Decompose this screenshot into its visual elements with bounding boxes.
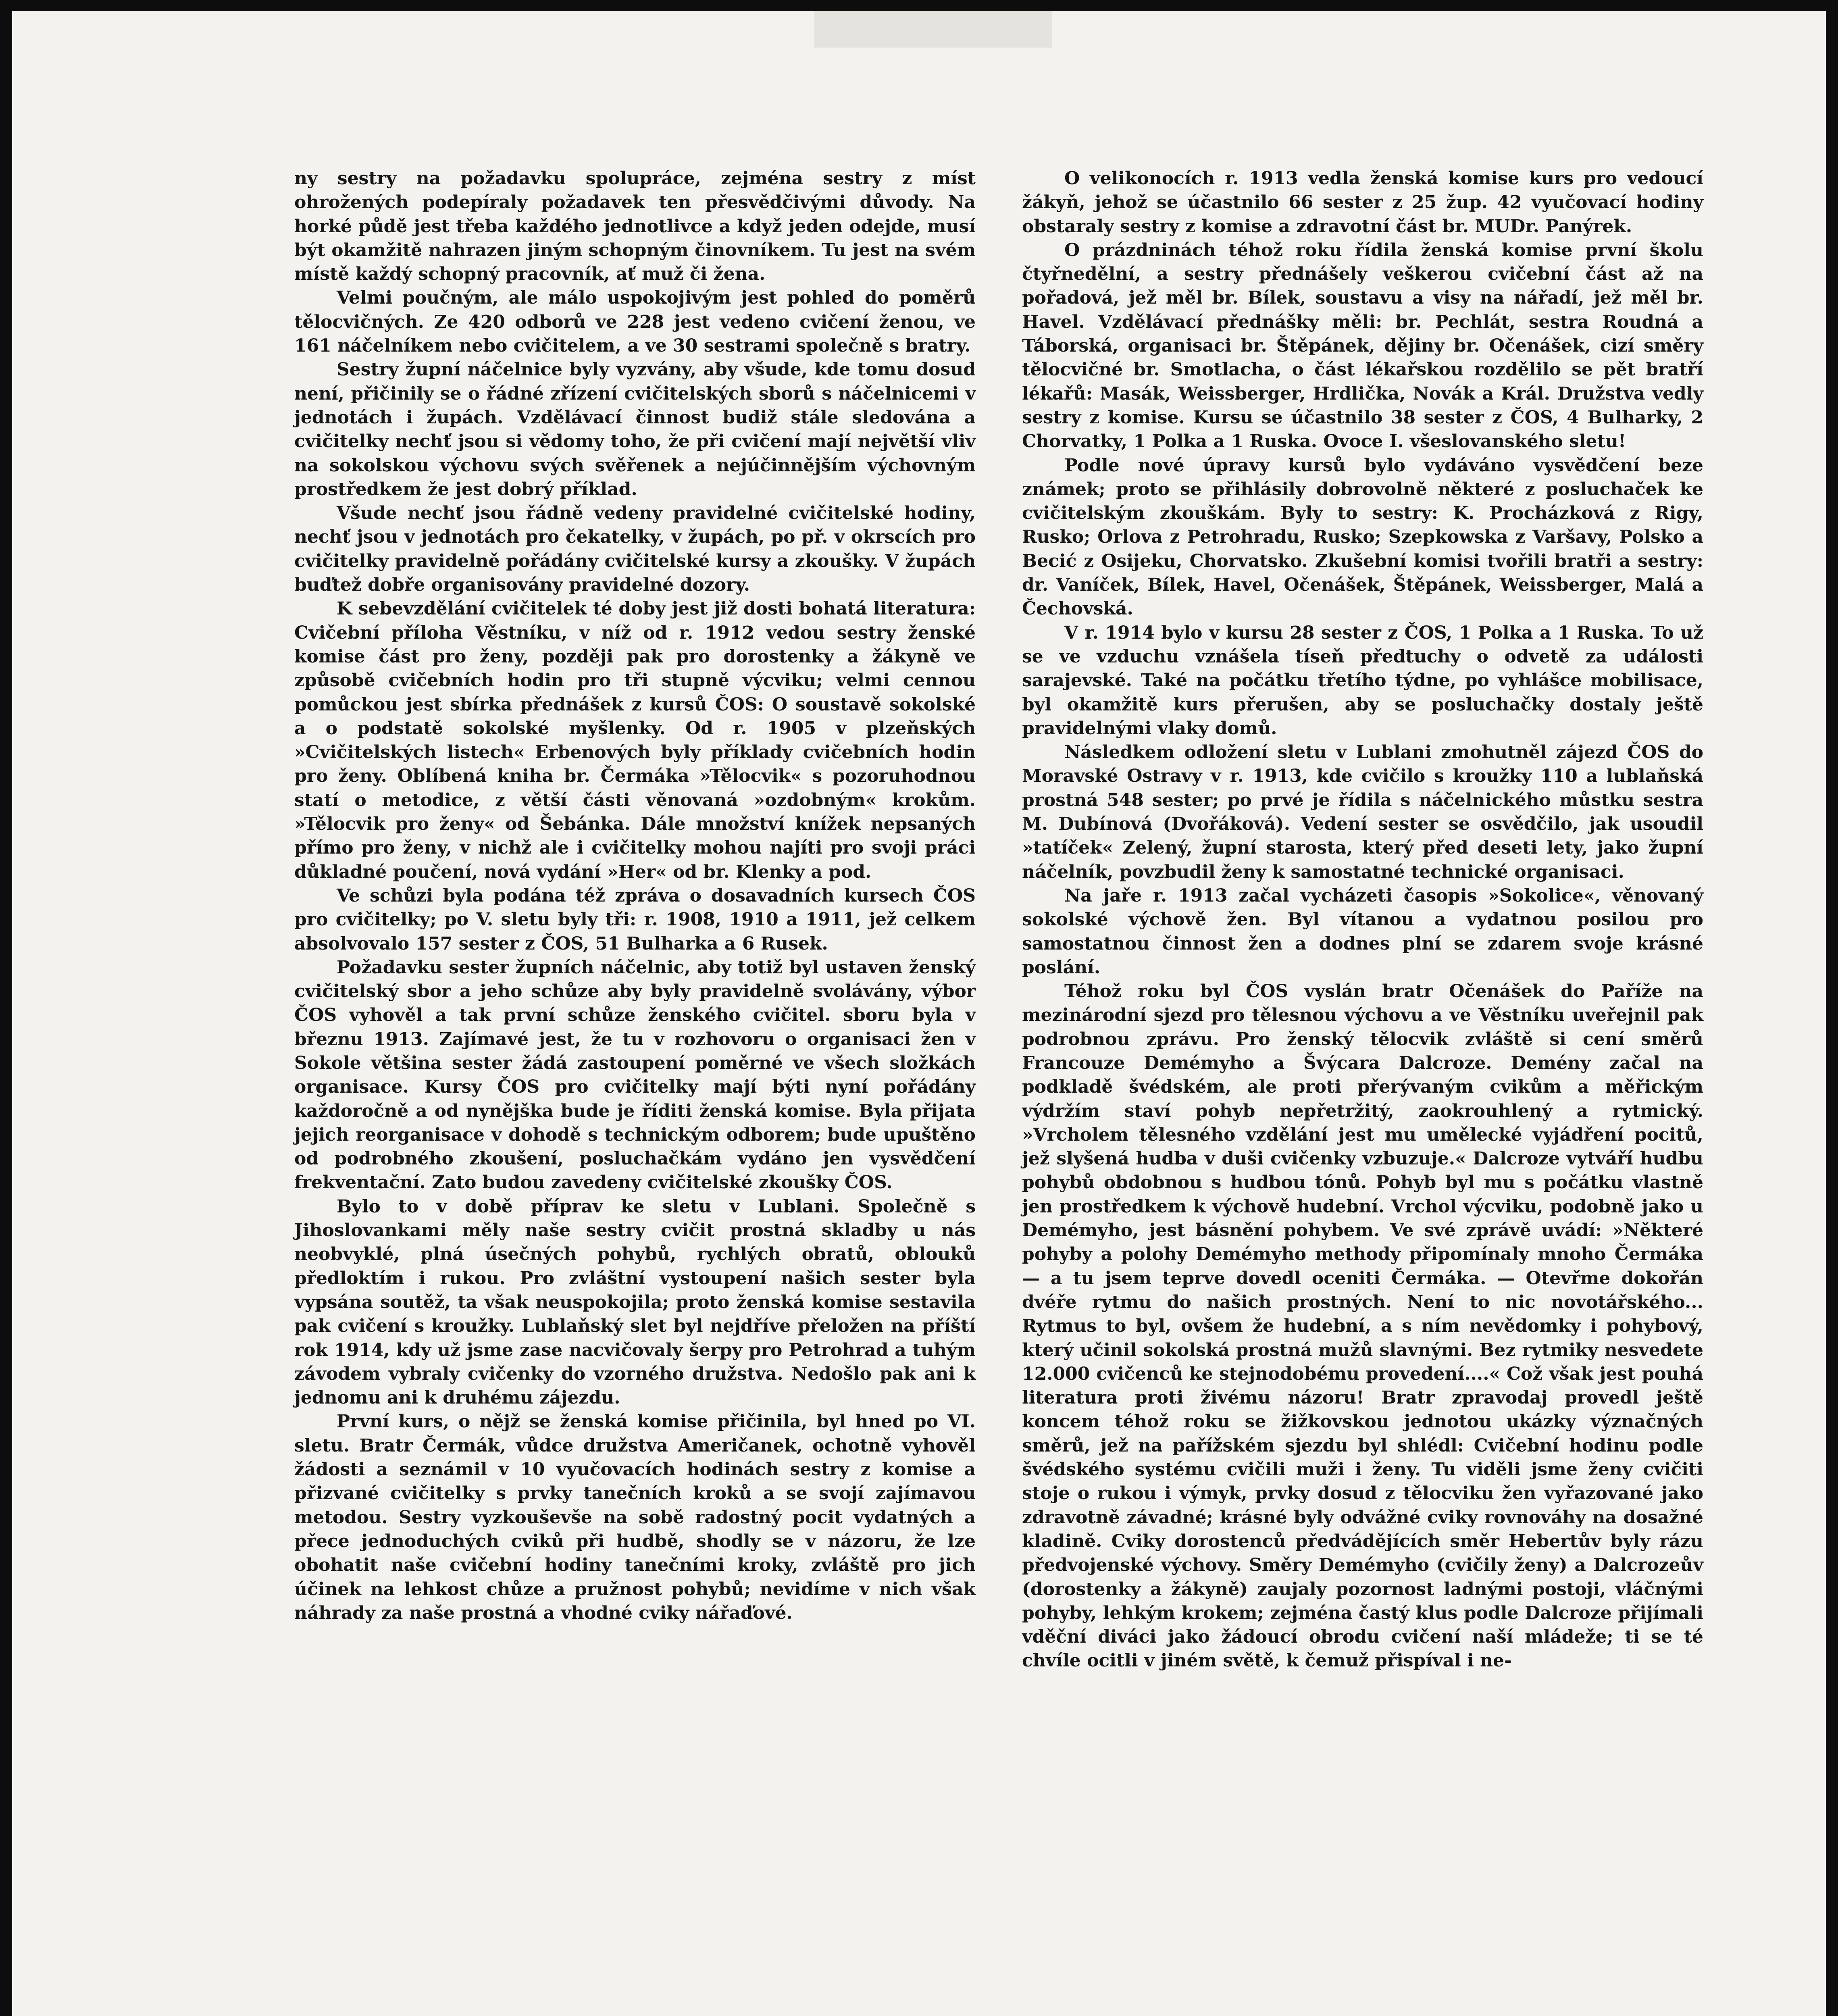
- scan-header-mark: [814, 11, 1052, 48]
- paragraph: Bylo to v době příprav ke sletu v Lublani. Společně s Jihoslovankami měly naše sestry cvičit prostná skladby u nás neobvyklé, plná úsečných pohybů, rychlých obratů, oblouků předloktím i rukou. Pro zvláštní vystoupení našich sester byla vypsána soutěž, ta však neuspokojila; proto ženská komise sestavila pak cvičení s kroužky. Lublaňský slet byl nejdříve přeložen na příští rok 1914, kdy už jsme zase nacvičovaly šerpy pro Petrohrad a tuhým závodem vybraly cvičenky do vzorného družstva. Nedošlo pak ani k jednomu ani k druhému zájezdu.: [294, 1196, 976, 1408]
- scanned-page: [12, 11, 1826, 2016]
- paragraph: O prázdninách téhož roku řídila ženská komise první školu čtyřnedělní, a sestry přednášely veškerou cvičební část až na pořadová, jež měl br. Bílek, soustavu a visy na nářadí, jež měl br. Havel. Vzdělávací přednášky měli: br. Pechlát, sestra Roudná a Táborská, organisaci br. Štěpánek, dějiny br. Očenášek, cizí směry tělocvičné br. Smotlacha, o část lékařskou rozdělilo se pět bratří lékařů: Masák, Weissberger, Hrdlička, Novák a Král. Družstva vedly sestry z komise. Kursu se účastnilo 38 sester z ČOS, 4 Bulharky, 2 Chorvatky, 1 Polka a 1 Ruska. Ovoce I. všeslovanského sletu!: [1022, 240, 1703, 452]
- paragraph: Velmi poučným, ale málo uspokojivým jest pohled do poměrů tělocvičných. Ze 420 odborů ve 228 jest vedeno cvičení ženou, ve 161 náčelníkem nebo cvičitelem, a ve 30 sestrami společně s bratry.: [294, 287, 976, 356]
- paragraph: Na jaře r. 1913 začal vycházeti časopis »Sokolice«, věnovaný sokolské výchově žen. Byl vítanou a vydatnou posilou pro samostatnou činnost žen a dodnes plní se zdarem svoje krásné poslání.: [1022, 885, 1703, 978]
- paragraph: V r. 1914 bylo v kursu 28 sester z ČOS, 1 Polka a 1 Ruska. To už se ve vzduchu vznášela tíseň předtuchy o odvetě za události sarajevské. Také na počátku třetího týdne, po vyhlášce mobilisace, byl okamžitě kurs přerušen, aby se posluchačky dostaly ještě pravidelnými vlaky domů.: [1022, 622, 1703, 739]
- paragraph: O velikonocích r. 1913 vedla ženská komise kurs pro vedoucí žákyň, jehož se účastnilo 66 sester z 25 žup. 42 vyučovací hodiny obstaraly sestry z komise a zdravotní část br. MUDr. Panýrek.: [1022, 168, 1703, 237]
- paragraph: První kurs, o nějž se ženská komise přičinila, byl hned po VI. sletu. Bratr Čermák, vůdce družstva Američanek, ochotně vyhověl žádosti a seznámil v 10 vyučovacích hodinách sestry z komise a přizvané cvičitelky s prvky tanečních kroků a se svojí zajímavou metodou. Sestry vyzkouševše na sobě radostný pocit vydatných a přece jednoduchých cviků při hudbě, shodly se v názoru, že lze obohatit naše cvičební hodiny tanečními kroky, zvláště pro jich účinek na lehkost chůze a pružnost pohybů; nevidíme v nich však náhrady za naše prostná a vhodné cviky nářaďové.: [294, 1411, 976, 1623]
- right-text-column: [1022, 167, 1703, 1673]
- paragraph: Sestry župní náčelnice byly vyzvány, aby všude, kde tomu dosud není, přičinily se o řádné zřízení cvičitelských sborů s náčelnicemi v jednotách i župách. Vzdělávací činnost budiž stále sledována a cvičitelky nechť jsou si vědomy toho, že při cvičení mají největší vliv na sokolskou výchovu svých svěřenek a nejúčinnějším výchovným prostředkem že jest dobrý příklad.: [294, 359, 976, 500]
- paragraph: Téhož roku byl ČOS vyslán bratr Očenášek do Paříže na mezinárodní sjezd pro tělesnou výchovu a ve Věstníku uveřejnil pak podrobnou zprávu. Pro ženský tělocvik zvláště si cení směrů Francouze Demémyho a Švýcara Dalcroze. Demény začal na podkladě švédském, ale proti přerývaným cvikům a měřickým výdržím staví pohyb nepřetržitý, zaokrouhlený a rytmický. »Vrcholem tělesného vzdělání jest mu umělecké vyjádření pocitů, jež slyšená hudba v duši cvičenky vzbuzuje.« Dalcroze vytváří hudbu pohybů obdobnou s hudbou tónů. Pohyb byl mu s počátku vlastně jen prostředkem k výchově hudební. Vrchol výcviku, podobně jako u Demémyho, jest básnění pohybem. Ve své zprávě uvádí: »Některé pohyby a polohy Demémyho methody připomínaly mnoho Čermáka — a tu jsem teprve dovedl oceniti Čermáka. — Otevřme dokořán dvéře rytmu do našich prostných. Není to nic novotářského... Rytmus to byl, ovšem že hudební, a s ním nevědomky i pohybový, který učinil sokolská prostná mužů slavnými. Bez rytmiky nesvedete 12.000 cvičenců ke stejnodobému provedení....« Což však jest pouhá literatura proti živému názoru! Bratr zpravodaj provedl ještě koncem téhož roku se žižkovskou jednotou ukázky význačných směrů, jež na pařížském sjezdu byl shlédl: Cvičební hodinu podle švédského systému cvičili muži i ženy. Tu viděli jsme ženy cvičiti stoje o rukou i výmyk, prvky dosud z tělocviku žen vyřazované jako zdravotně závadné; krásné byly odvážné cviky rovnováhy na dosažné kladině. Cviky dorostenců předvádějících směr Hebertův byly rázu předvojenské výchovy. Směry Demémyho (cvičily ženy) a Dalcrozeův (dorostenky a žákyně) zaujaly pozornost ladnými postoji, vláčnými pohyby, lehkým krokem; zejména častý klus podle Dalcroze přijímali vděční diváci jako žádoucí obrodu cvičení naší mládeže; ti se té chvíle ocitli v jiném světě, k čemuž přispíval i ne-: [1022, 981, 1703, 1671]
- paragraph: ny sestry na požadavku spolupráce, zejména sestry z míst ohrožených podepíraly požadavek ten přesvědčivými důvody. Na horké půdě jest třeba každého jednotlivce a když jeden odejde, musí být okamžitě nahrazen jiným schopným činovníkem. Tu jest na svém místě každý schopný pracovník, ať muž či žena.: [294, 168, 976, 285]
- paragraph: Ve schůzi byla podána též zpráva o dosavadních kursech ČOS pro cvičitelky; po V. sletu byly tři: r. 1908, 1910 a 1911, jež celkem absolvovalo 157 sester z ČOS, 51 Bulharka a 6 Rusek.: [294, 885, 976, 954]
- paragraph: Podle nové úpravy kursů bylo vydáváno vysvědčení beze známek; proto se přihlásily dobrovolně některé z posluchaček ke cvičitelským zkouškám. Byly to sestry: K. Procházková z Rigy, Rusko; Orlova z Petrohradu, Rusko; Szepkowska z Varšavy, Polsko a Becić z Osijeku, Chorvatsko. Zkušební komisi tvořili bratři a sestry: dr. Vaníček, Bílek, Havel, Očenášek, Štěpánek, Weissberger, Malá a Čechovská.: [1022, 455, 1703, 619]
- paragraph: Požadavku sester župních náčelnic, aby totiž byl ustaven ženský cvičitelský sbor a jeho schůze aby byly pravidelně svolávány, výbor ČOS vyhověl a tak první schůze ženského cvičitel. sboru byla v březnu 1913. Zajímavé jest, že tu v rozhovoru o organisaci žen v Sokole většina sester žádá zastoupení poměrné ve všech složkách organisace. Kursy ČOS pro cvičitelky mají býti nyní pořádány každoročně a od nynějška bude je říditi ženská komise. Byla přijata jejich reorganisace v dohodě s technickým odborem; bude upuštěno od podrobného zkoušení, posluchačkám vydáno jen vysvědčení frekventační. Zato budou zavedeny cvičitelské zkoušky ČOS.: [294, 957, 976, 1193]
- paragraph: Všude nechť jsou řádně vedeny pravidelné cvičitelské hodiny, nechť jsou v jednotách pro čekatelky, v župách, po př. v okrscích pro cvičitelky pravidelně pořádány cvičitelské kursy a zkoušky. V župách buďtež dobře organisovány pravidelné dozory.: [294, 503, 976, 596]
- paragraph: K sebevzdělání cvičitelek té doby jest již dosti bohatá literatura: Cvičební příloha Věstníku, v níž od r. 1912 vedou sestry ženské komise část pro ženy, později pak pro dorostenky a žákyně ve způsobě cvičebních hodin pro tři stupně výcviku; velmi cennou pomůckou jest sbírka přednášek z kursů ČOS: O soustavě sokolské a o podstatě sokolské myšlenky. Od r. 1905 v plzeňských »Cvičitelských listech« Erbenových byly příklady cvičebních hodin pro ženy. Oblíbená kniha br. Čermáka »Tělocvik« s pozoruhodnou statí o metodice, z větší části věnovaná »ozdobným« krokům. »Tělocvik pro ženy« od Šebánka. Dále množství knížek nepsaných přímo pro ženy, v nichž ale i cvičitelky mohou najíti pro svoji práci důkladné poučení, nová vydání »Her« od br. Klenky a pod.: [294, 598, 976, 882]
- paragraph: Následkem odložení sletu v Lublani zmohutněl zájezd ČOS do Moravské Ostravy v r. 1913, kde cvičilo s kroužky 110 a lublaňská prostná 548 sester; po prvé je řídila s náčelnického můstku sestra M. Dubínová (Dvořáková). Vedení sester se osvědčilo, jak usoudil »tatíček« Zelený, župní starosta, který před deseti lety, jako župní náčelník, povzbudil ženy k samostatné technické organisaci.: [1022, 742, 1703, 882]
- left-text-column: [294, 167, 976, 1625]
